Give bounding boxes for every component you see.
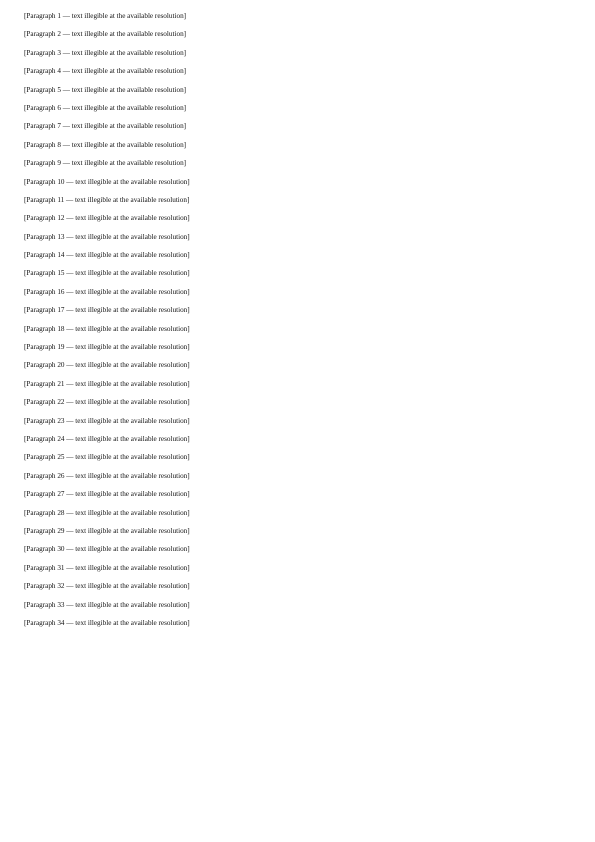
paragraph: [Paragraph 10 — text illegible at the available resolution] xyxy=(24,177,190,186)
paragraph: [Paragraph 19 — text illegible at the available resolution] xyxy=(24,343,190,352)
paragraph: [Paragraph 8 — text illegible at the available resolution] xyxy=(24,140,187,149)
paragraph: [Paragraph 32 — text illegible at the available resolution] xyxy=(24,582,190,591)
paragraph: [Paragraph 11 — text illegible at the available resolution] xyxy=(24,195,190,204)
paragraph: [Paragraph 6 — text illegible at the available resolution] xyxy=(24,103,187,112)
paragraph: [Paragraph 27 — text illegible at the available resolution] xyxy=(24,490,190,499)
paragraph: [Paragraph 28 — text illegible at the available resolution] xyxy=(24,508,190,517)
paragraph: [Paragraph 5 — text illegible at the available resolution] xyxy=(24,85,187,94)
paragraph: [Paragraph 1 — text illegible at the available resolution] xyxy=(24,12,187,20)
paragraph: [Paragraph 17 — text illegible at the available resolution] xyxy=(24,306,190,315)
paragraph: [Paragraph 9 — text illegible at the available resolution] xyxy=(24,159,187,168)
paragraph: [Paragraph 34 — text illegible at the available resolution] xyxy=(24,618,190,627)
paragraph: [Paragraph 23 — text illegible at the available resolution] xyxy=(24,416,190,425)
paragraph: [Paragraph 30 — text illegible at the available resolution] xyxy=(24,545,190,554)
paragraph: [Paragraph 18 — text illegible at the available resolution] xyxy=(24,324,190,333)
paragraph: [Paragraph 25 — text illegible at the available resolution] xyxy=(24,453,190,462)
paragraph: [Paragraph 20 — text illegible at the available resolution] xyxy=(24,361,190,370)
paragraph: [Paragraph 3 — text illegible at the available resolution] xyxy=(24,48,187,57)
paragraph: [Paragraph 33 — text illegible at the available resolution] xyxy=(24,600,190,609)
paragraph: [Paragraph 4 — text illegible at the available resolution] xyxy=(24,67,187,76)
paragraph: [Paragraph 13 — text illegible at the available resolution] xyxy=(24,232,190,241)
paragraph: [Paragraph 12 — text illegible at the available resolution] xyxy=(24,214,190,223)
paragraph: [Paragraph 22 — text illegible at the available resolution] xyxy=(24,398,190,407)
paragraph: [Paragraph 21 — text illegible at the available resolution] xyxy=(24,379,190,388)
paragraph: [Paragraph 29 — text illegible at the available resolution] xyxy=(24,526,190,535)
paragraph: [Paragraph 31 — text illegible at the available resolution] xyxy=(24,563,190,572)
paragraph: [Paragraph 2 — text illegible at the available resolution] xyxy=(24,30,187,39)
paragraph: [Paragraph 16 — text illegible at the available resolution] xyxy=(24,287,190,296)
paragraph: [Paragraph 14 — text illegible at the available resolution] xyxy=(24,251,190,260)
paragraph: [Paragraph 24 — text illegible at the available resolution] xyxy=(24,434,190,443)
paragraph: [Paragraph 26 — text illegible at the available resolution] xyxy=(24,471,190,480)
paragraph: [Paragraph 15 — text illegible at the available resolution] xyxy=(24,269,190,278)
paragraph: [Paragraph 7 — text illegible at the available resolution] xyxy=(24,122,187,131)
